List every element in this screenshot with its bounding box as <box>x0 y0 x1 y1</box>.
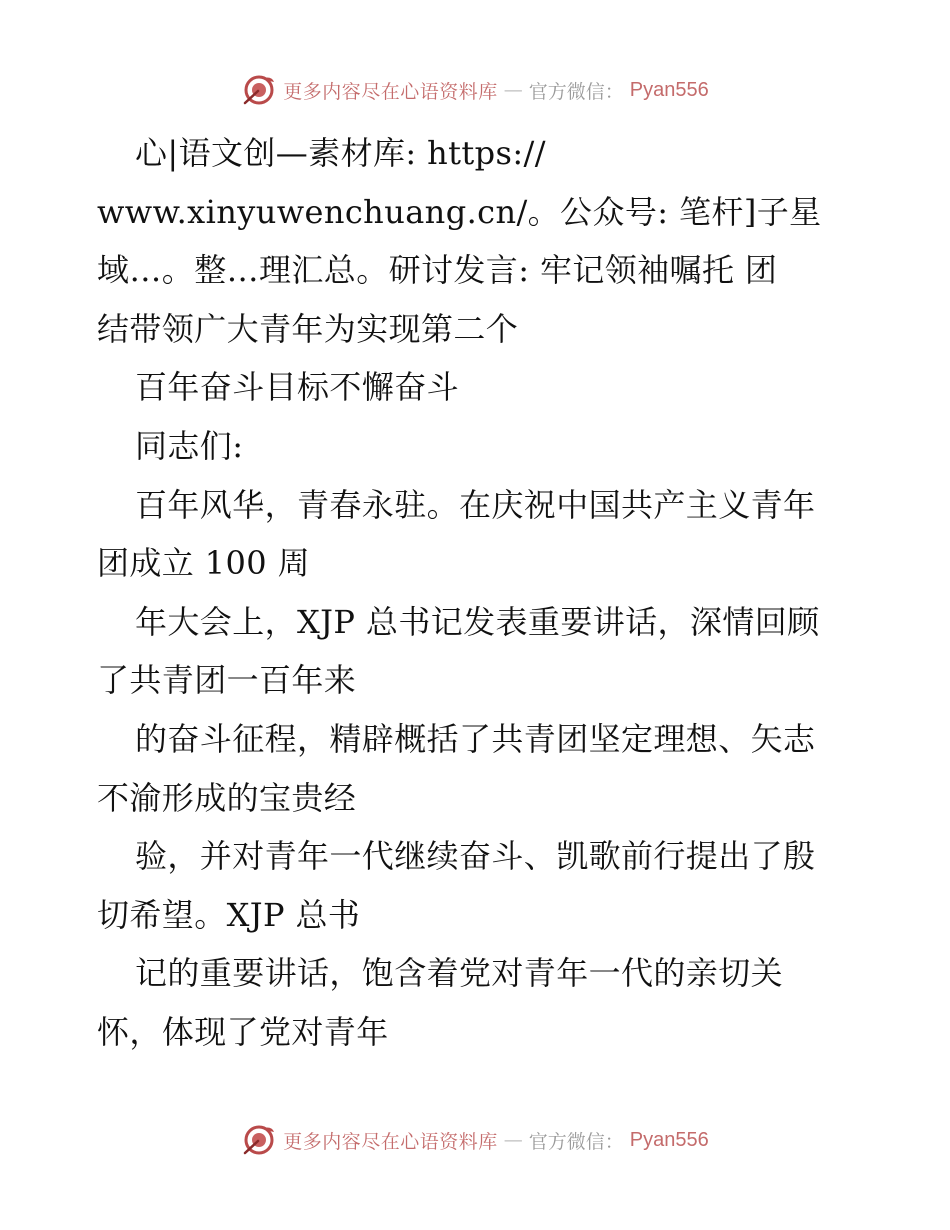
banner-wechat-id: Pyan556 <box>629 1128 709 1151</box>
document-body <box>97 124 857 1062</box>
banner-dash: — <box>503 1129 523 1151</box>
banner-dash: — <box>503 79 523 101</box>
paragraph-line: 域…。整…理汇总。研讨发言: 牢记领袖嘱托 团 <box>97 251 778 290</box>
banner-title: 更多内容尽在心语资料库 <box>283 80 498 103</box>
banner-wechat-label: 官方微信： <box>528 1130 624 1153</box>
paragraph-line: 结带领广大青年为实现第二个 <box>97 309 519 348</box>
paragraph-line: 心|语文创—素材库: https:// <box>135 134 546 172</box>
feather-logo-icon <box>241 72 277 108</box>
paragraph-line: 的奋斗征程，精辟概括了共青团坚定理想、矢志 <box>135 719 816 758</box>
paragraph-line: 验，并对青年一代继续奋斗、凯歌前行提出了殷 <box>135 837 816 876</box>
paragraph-line: www.xinyuwenchuang.cn/。公众号: 笔杆]子星 <box>97 192 822 231</box>
footer-banner <box>0 1120 950 1160</box>
banner-wechat-label: 官方微信： <box>528 80 624 103</box>
feather-logo-icon <box>241 1122 277 1158</box>
paragraph-line: 了共青团一百年来 <box>97 661 357 700</box>
paragraph-line: 团成立 100 周 <box>97 544 311 583</box>
paragraph-line: 百年奋斗目标不懈奋斗 <box>135 368 460 407</box>
paragraph-line: 怀，体现了党对青年 <box>97 1012 389 1051</box>
paragraph-line: 记的重要讲话，饱含着党对青年一代的亲切关 <box>135 954 784 993</box>
banner-title: 更多内容尽在心语资料库 <box>283 1130 498 1153</box>
paragraph-line: 切希望。XJP 总书 <box>97 895 361 934</box>
header-banner <box>0 70 950 110</box>
paragraph-line: 年大会上，XJP 总书记发表重要讲话，深情回顾 <box>135 602 820 641</box>
greeting-line: 同志们: <box>135 426 244 465</box>
paragraph-line: 不渝形成的宝贵经 <box>97 778 357 817</box>
banner-wechat-id: Pyan556 <box>629 78 709 101</box>
paragraph-line: 百年风华，青春永驻。在庆祝中国共产主义青年 <box>135 485 816 524</box>
